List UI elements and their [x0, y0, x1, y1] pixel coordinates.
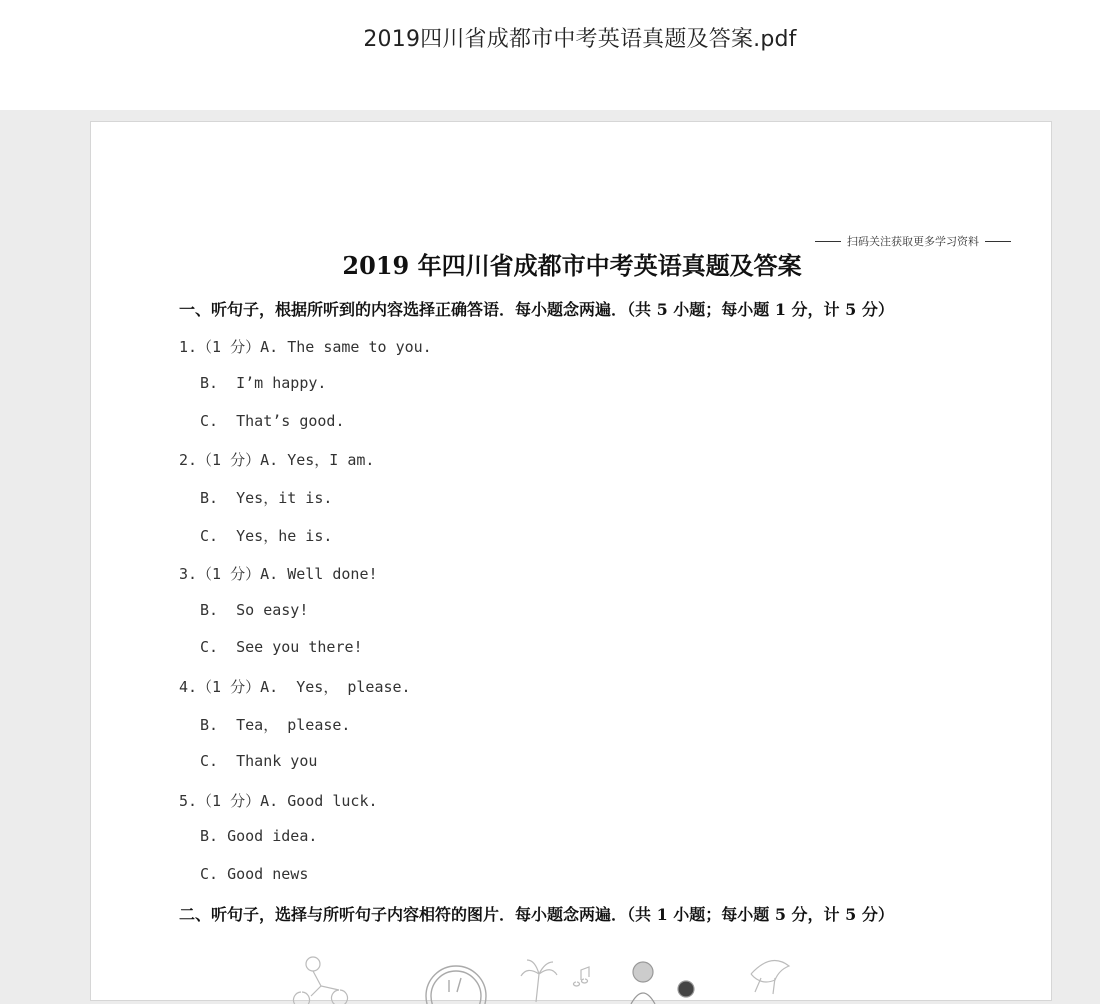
scan-note-text: 扫码关注获取更多学习资料: [847, 235, 979, 248]
question-option: B. Good idea.: [200, 827, 318, 845]
question-option: C. See you there!: [200, 638, 363, 656]
clock-picture: [426, 966, 486, 1004]
dash-right: [985, 241, 1011, 242]
question-option: C. That’s good.: [200, 412, 345, 430]
section-heading: 二、听句子，选择与所听句子内容相符的图片．每小题念两遍．（共 1 小题；每小题 5 分，计 5 分）: [179, 905, 894, 924]
file-title: 2019四川省成都市中考英语真题及答案.pdf: [363, 27, 797, 52]
people-picture: [631, 962, 694, 1004]
question-option: C. Good news: [200, 865, 309, 883]
question-option: B. I’m happy.: [200, 374, 327, 392]
question-stem: 2.（1 分）A. Yes，I am.: [179, 451, 375, 469]
bird-picture: [751, 961, 789, 994]
dash-left: [815, 241, 841, 242]
section-heading: 一、听句子，根据所听到的内容选择正确答语．每小题念两遍．（共 5 小题；每小题 1 分，计 5 分）: [179, 300, 894, 319]
question-option: C. Thank you: [200, 752, 318, 770]
question-stem: 3.（1 分）A. Well done!: [179, 565, 378, 583]
picture-options: [291, 934, 851, 1004]
pdf-page: [90, 121, 1052, 1001]
question-stem: 1.（1 分）A. The same to you.: [179, 338, 432, 356]
cyclist-picture: [294, 957, 348, 1004]
question-option: B. So easy!: [200, 601, 309, 619]
file-header: [0, 0, 1100, 110]
question-option: B. Tea， please.: [200, 716, 351, 734]
question-option: B. Yes，it is.: [200, 489, 333, 507]
question-stem: 5.（1 分）A. Good luck.: [179, 792, 378, 810]
question-stem: 4.（1 分）A. Yes， please.: [179, 678, 411, 696]
beach-music-picture: [521, 960, 589, 1002]
question-option: C. Yes，he is.: [200, 527, 333, 545]
document-title: 2019 年四川省成都市中考英语真题及答案: [342, 251, 802, 280]
